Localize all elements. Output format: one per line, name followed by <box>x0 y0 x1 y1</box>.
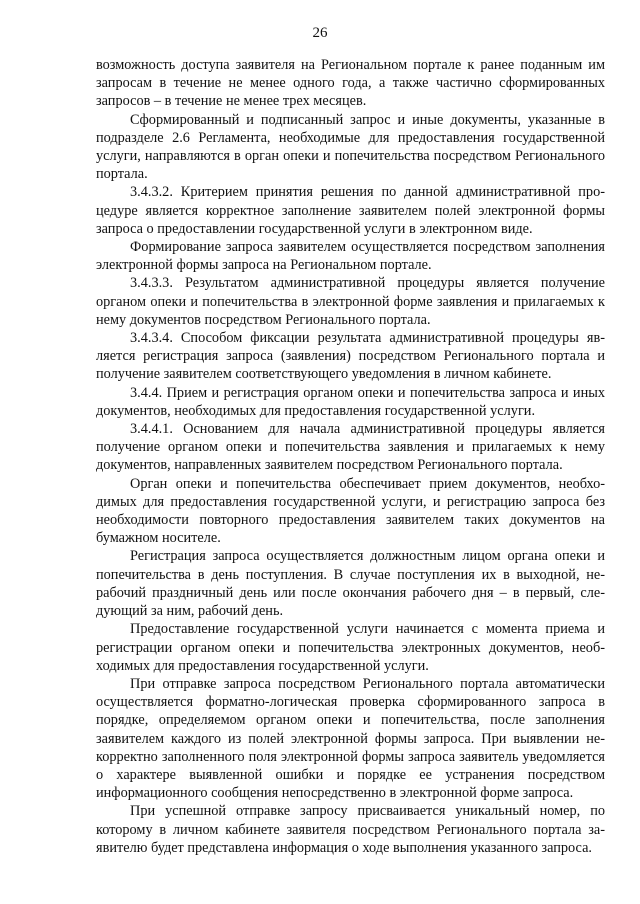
paragraph: Предоставление государственной услуги начинается с момента приема и регистрации органом опеки и попечительства электронных документов, необходимых для предоставления государственной услуги. <box>96 621 605 674</box>
paragraph: Орган опеки и попечительства обеспечивает прием документов, необходимых для предоставления государственной услуги, и регистрацию запроса без необходимости повторного предоставления заявителем таких документов на бумажном носителе. <box>96 475 605 547</box>
page-number: 26 <box>312 25 328 41</box>
paragraph-3-4-3-4: 3.4.3.4. Способом фиксации результата административной процедуры является регистрация запроса (заявления) посредством Регионального портала и получение заявителем соответствующего уведомления в личном кабинете. <box>96 330 605 383</box>
paragraph: Регистрация запроса осуществляется должностным лицом органа опеки и попечительства в день поступления. В случае поступления их в выходной, нерабочий праздничный день или после окончания рабочего дня – в первый, следующий за ним, рабочий день. <box>96 548 605 620</box>
paragraph: При успешной отправке запросу присваивается уникальный номер, по которому в личном кабинете заявителя посредством Регионального портала заявителю будет представлена информация о ходе выполнения указанного запроса. <box>96 803 605 856</box>
paragraph-3-4-3-2: 3.4.3.2. Критерием принятия решения по данной административной процедуре является корректное заполнение заявителем полей электронной формы запроса о предоставлении государственной услуги в электронном виде. <box>96 184 605 237</box>
document-body <box>96 56 605 857</box>
paragraph: Формирование запроса заявителем осуществляется посредством заполнения электронной формы запроса на Региональном портале. <box>96 239 605 274</box>
paragraph: Сформированный и подписанный запрос и иные документы, указанные в подразделе 2.6 Регламента, необходимые для предоставления государственной услуги, направляются в орган опеки и попечительства посредством Регионального портала. <box>96 111 605 183</box>
paragraph-3-4-3-3: 3.4.3.3. Результатом административной процедуры является получение органом опеки и попечительства в электронной форме заявления и прилагаемых к нему документов посредством Регионального портала. <box>96 275 605 328</box>
paragraph-3-4-4: 3.4.4. Прием и регистрация органом опеки и попечительства запроса и иных документов, необходимых для предоставления государственной услуги. <box>96 384 605 419</box>
paragraph-3-4-4-1: 3.4.4.1. Основанием для начала административной процедуры является получение органом опеки и попечительства заявления и прилагаемых к нему документов, направленных заявителем посредством Регионального портала. <box>96 421 605 474</box>
paragraph: При отправке запроса посредством Регионального портала автоматически осуществляется форматно-логическая проверка сформированного запроса в порядке, определяемом органом опеки и попечительства, после заполнения заявителем каждого из полей электронной формы запроса. При выявлении некорректно заполненного поля электронной формы запроса заявитель уведомляется о характере выявленной ошибки и порядке ее устранения посредством информационного сообщения непосредственно в электронной форме запроса. <box>96 675 605 802</box>
paragraph-continuation: возможность доступа заявителя на Региональном портале к ранее поданным им запросам в течение не менее одного года, а также частично сформированных запросов – в течение не менее трех месяцев. <box>96 57 605 110</box>
